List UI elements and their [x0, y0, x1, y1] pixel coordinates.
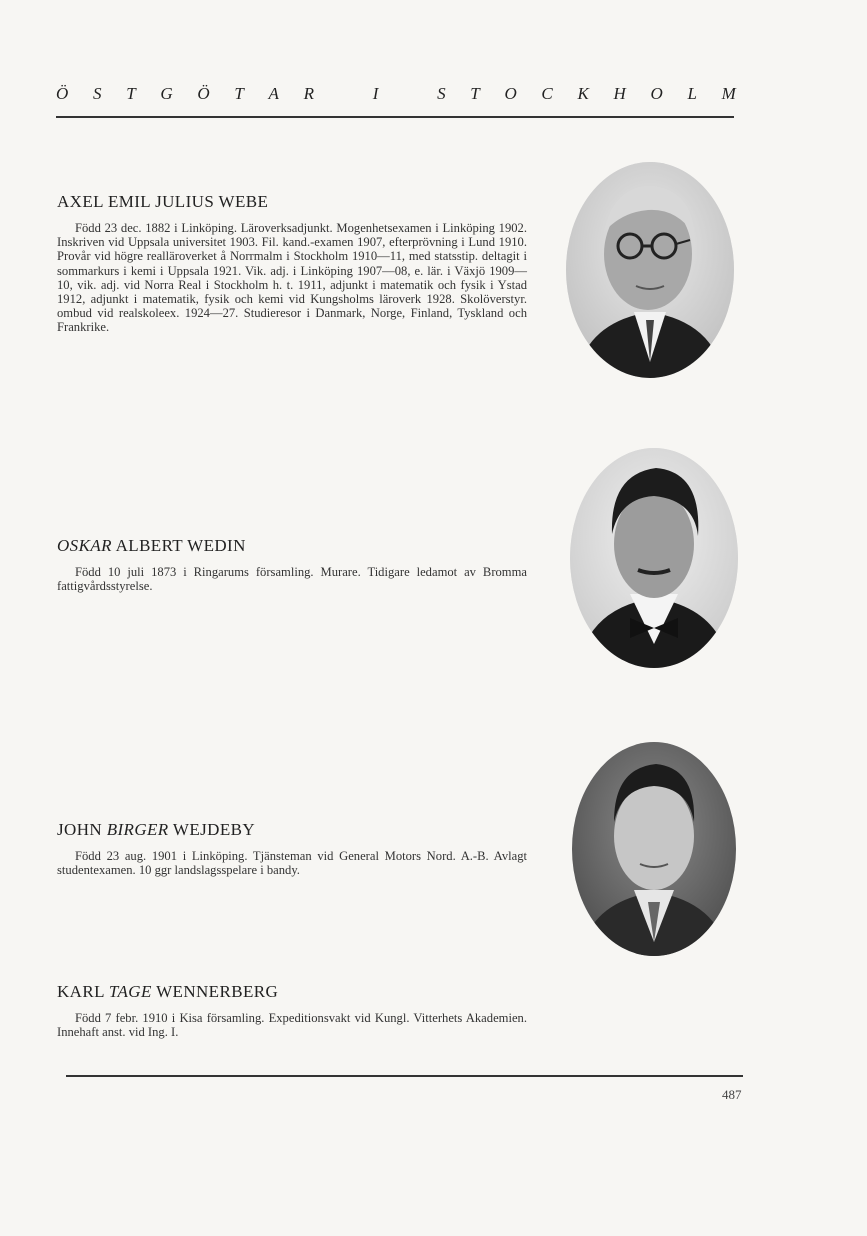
name-part: TAGE	[108, 982, 152, 1001]
name-part: JOHN	[57, 820, 107, 839]
entry-bio: Född 23 aug. 1901 i Linköping. Tjänsteman vid General Motors Nord. A.-B. Avlagt studentexamen. 10 ggr landslagsspelare i bandy.	[57, 849, 527, 878]
entry-wedin	[57, 536, 527, 593]
name-part: KARL	[57, 982, 109, 1001]
header-letter: I	[372, 84, 379, 103]
header-letter: T	[126, 84, 136, 103]
name-part: BIRGER	[106, 820, 169, 839]
header-letter: R	[303, 84, 314, 103]
header-letter: H	[613, 84, 626, 103]
name-part: WENNERBERG	[151, 982, 279, 1001]
portrait-wedin	[570, 448, 738, 668]
portrait-photo-1	[566, 162, 734, 378]
header-letter: O	[504, 84, 517, 103]
entry-bio: Född 23 dec. 1882 i Linköping. Läroverksadjunkt. Mogenhetsexamen i Linköping 1902. Inskriven vid Uppsala universitet 1903. Fil. kand.-examen 1907, efterprövning i Lund 1910. Provår vid högre realläroverket å Norrmalm i Stockholm 1910—11, med statsstip. deltagit i sommarkurs i kemi i Uppsala 1921. Vik. adj. i Linköping 1907—08, e. lär. i Växjö 1909—10, vik. adj. vid Norra Real i Stockholm h. t. 1911, adjunkt i matematik och fysik i Ystad 1912, adjunkt i matematik, fysik och kemi vid Kungsholms läroverk 1928. Skolöverstyr. ombud vid realskoleex. 1924—27. Studieresor i Danmark, Norge, Finland, Tyskland och Frankrike.	[57, 221, 527, 335]
header-letter: T	[234, 84, 244, 103]
entry-bio: Född 10 juli 1873 i Ringarums församling. Murare. Tidigare ledamot av Bromma fattigvårdsstyrelse.	[57, 565, 527, 594]
entry-name	[57, 192, 527, 212]
header-letter: S	[437, 84, 446, 103]
portrait-photo-2	[570, 448, 738, 668]
entry-wennerberg	[57, 982, 527, 1039]
name-part: AXEL EMIL JULIUS WEBE	[57, 192, 269, 211]
name-part: OSKAR	[57, 536, 112, 555]
header-letter: M	[721, 84, 736, 103]
header-letter: T	[470, 84, 480, 103]
header-letter: Ö	[197, 84, 210, 103]
header-letter: Ö	[56, 84, 69, 103]
header-letter: C	[541, 84, 553, 103]
entry-wejdeby	[57, 820, 527, 877]
header-letter: O	[650, 84, 663, 103]
header-letter: L	[687, 84, 697, 103]
entry-bio: Född 7 febr. 1910 i Kisa församling. Expeditionsvakt vid Kungl. Vitterhets Akademien. Innehaft anst. vid Ing. I.	[57, 1011, 527, 1040]
entry-name	[57, 982, 527, 1002]
name-part: ALBERT WEDIN	[111, 536, 246, 555]
portrait-webe	[566, 162, 734, 378]
header-letter: S	[92, 84, 102, 103]
entry-webe	[57, 192, 527, 335]
running-header	[56, 84, 736, 104]
header-letter: A	[268, 84, 279, 103]
entry-name	[57, 820, 527, 840]
footer-rule	[66, 1075, 743, 1077]
name-part: WEJDEBY	[168, 820, 256, 839]
header-letter: G	[160, 84, 173, 103]
header-letter: K	[577, 84, 589, 103]
entry-name	[57, 536, 527, 556]
portrait-photo-3	[572, 742, 736, 956]
page-number: 487	[722, 1087, 742, 1102]
header-rule	[56, 116, 734, 118]
portrait-wejdeby	[572, 742, 736, 956]
